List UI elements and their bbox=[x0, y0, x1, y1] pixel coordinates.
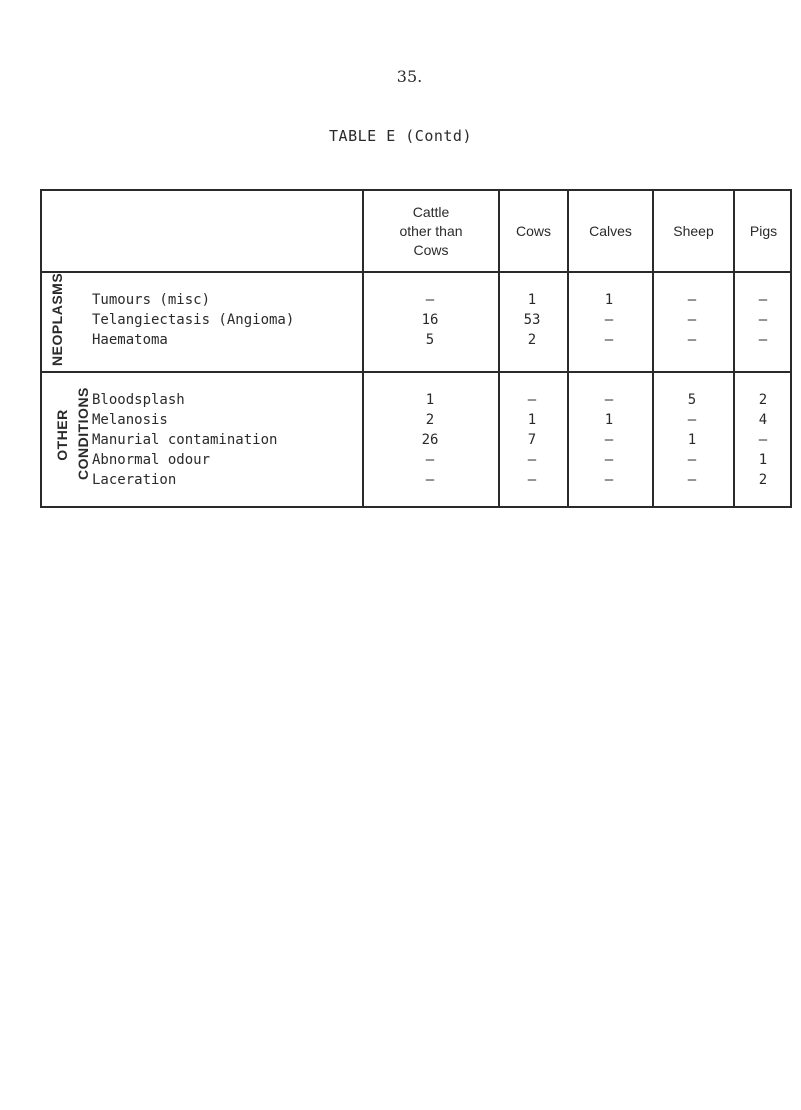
table-cell: – bbox=[425, 452, 435, 468]
table-cell: 2 bbox=[425, 412, 435, 428]
section-label-conditions: CONDITIONS bbox=[75, 387, 91, 480]
table-cell: – bbox=[425, 472, 435, 488]
table-cell: 1 bbox=[604, 412, 614, 428]
row-label: Haematoma bbox=[92, 332, 168, 348]
table-cell: – bbox=[604, 432, 614, 448]
row-label: Tumours (misc) bbox=[92, 292, 211, 308]
column-header-calves: Calves bbox=[589, 223, 632, 239]
column-header-pigs: Pigs bbox=[749, 223, 778, 239]
table-cell: – bbox=[687, 332, 697, 348]
table-cell: – bbox=[687, 292, 697, 308]
table-cell: – bbox=[527, 452, 537, 468]
table-cell: 1 bbox=[604, 292, 614, 308]
table-cell: 16 bbox=[421, 312, 439, 328]
row-label: Abnormal odour bbox=[92, 452, 211, 468]
table-cell: 1 bbox=[527, 412, 537, 428]
header-line: Cattle bbox=[412, 204, 450, 220]
table-cell: 5 bbox=[687, 392, 697, 408]
table-cell: – bbox=[604, 392, 614, 408]
table-cell: 7 bbox=[527, 432, 537, 448]
row-label: Laceration bbox=[92, 472, 177, 488]
table-cell: – bbox=[687, 472, 697, 488]
header-line: Cows bbox=[413, 242, 449, 258]
table-cell: 2 bbox=[527, 332, 537, 348]
table-cell: – bbox=[527, 472, 537, 488]
table-cell: – bbox=[758, 432, 768, 448]
table-e-grid bbox=[40, 189, 792, 508]
table-cell: 2 bbox=[758, 472, 768, 488]
row-label: Telangiectasis (Angioma) bbox=[92, 312, 295, 328]
table-cell: – bbox=[687, 312, 697, 328]
table-cell: 2 bbox=[758, 392, 768, 408]
table-cell: 4 bbox=[758, 412, 768, 428]
header-line: other than bbox=[399, 223, 463, 239]
table-cell: 1 bbox=[527, 292, 537, 308]
table-cell: – bbox=[527, 392, 537, 408]
table-cell: – bbox=[604, 452, 614, 468]
table-cell: 26 bbox=[421, 432, 439, 448]
table-cell: – bbox=[687, 412, 697, 428]
header-divider bbox=[42, 271, 790, 273]
section-divider bbox=[42, 371, 790, 373]
table-cell: 53 bbox=[523, 312, 541, 328]
column-header-cows: Cows bbox=[515, 223, 551, 239]
table-cell: – bbox=[758, 292, 768, 308]
table-cell: 1 bbox=[687, 432, 697, 448]
table-cell: – bbox=[604, 312, 614, 328]
section-label-other: OTHER bbox=[54, 409, 70, 461]
table-cell: – bbox=[604, 472, 614, 488]
table-cell: – bbox=[425, 292, 435, 308]
section-label-neoplasms: NEOPLASMS bbox=[49, 272, 65, 366]
table-cell: – bbox=[758, 312, 768, 328]
row-label: Bloodsplash bbox=[92, 392, 185, 408]
page-number: 35. bbox=[396, 67, 423, 86]
table-cell: – bbox=[604, 332, 614, 348]
table-cell: – bbox=[758, 332, 768, 348]
table-cell: 1 bbox=[758, 452, 768, 468]
table-title: TABLE E (Contd) bbox=[329, 127, 472, 145]
table-cell: 5 bbox=[425, 332, 435, 348]
table-cell: – bbox=[687, 452, 697, 468]
table-cell: 1 bbox=[425, 392, 435, 408]
column-header-cattle bbox=[364, 203, 498, 260]
row-label: Melanosis bbox=[92, 412, 168, 428]
column-header-sheep: Sheep bbox=[673, 223, 714, 239]
row-label: Manurial contamination bbox=[92, 432, 278, 448]
